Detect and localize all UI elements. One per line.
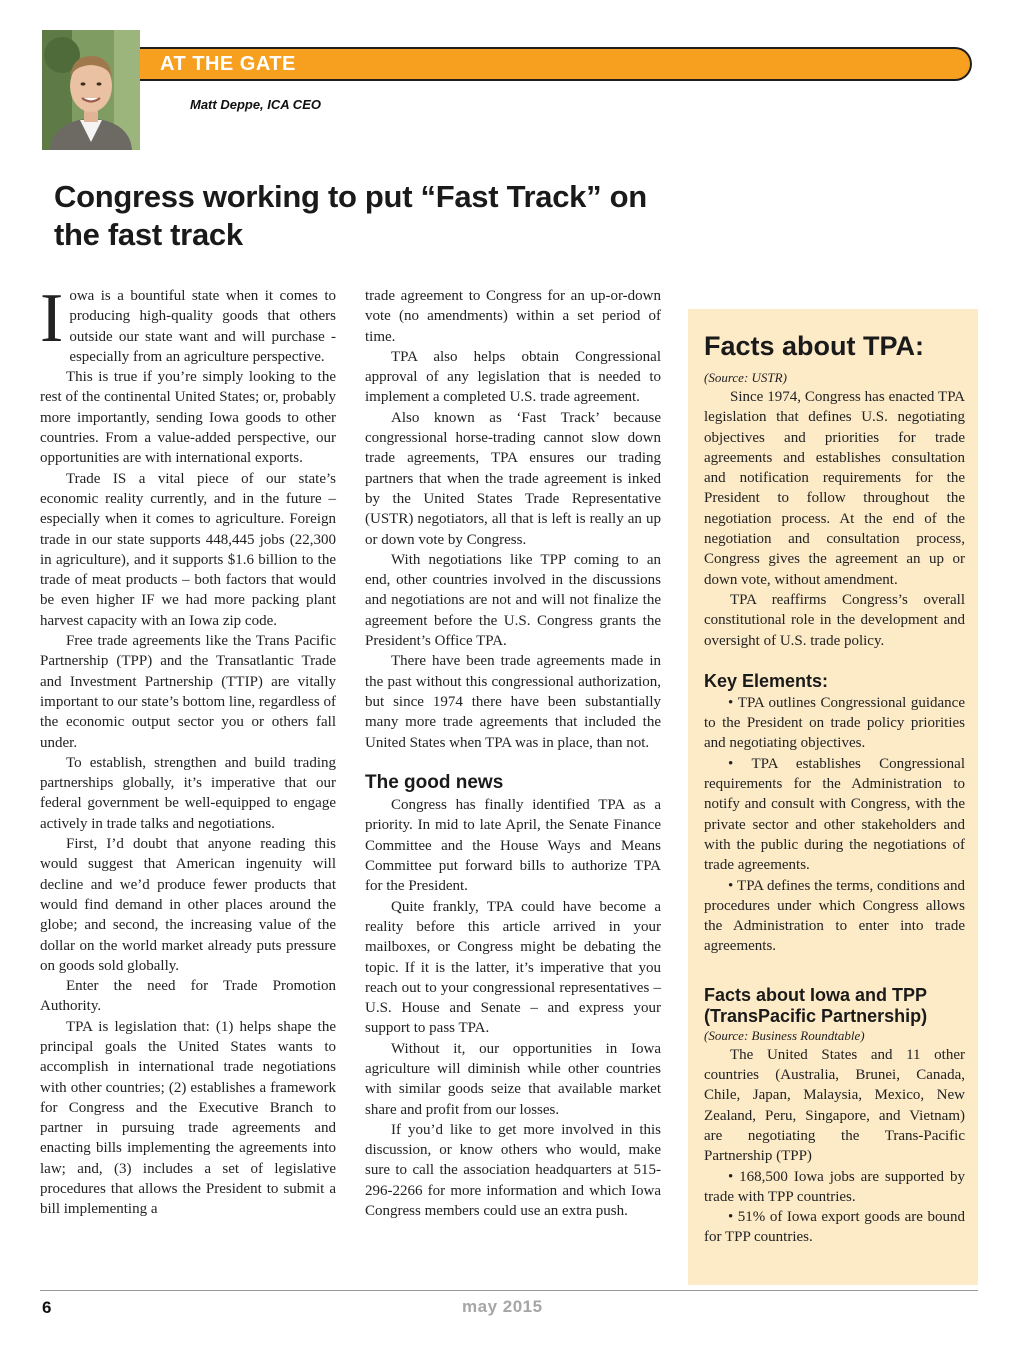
article-paragraph: Congress has finally identified TPA as a priority. In mid to late April, the Senate Finance Committee and the House Ways and Means Committee put forward bills to authorize TPA for the President.	[365, 797, 661, 895]
issue-date: may 2015	[462, 1297, 543, 1316]
article-paragraph: trade agreement to Congress for an up-or-down vote (no amendments) within a set period of time.	[365, 288, 661, 345]
article-paragraph: There have been trade agreements made in the past without this congressional authorization, but since 1974 there have been substantially many more trade agreements that included the United States when TPA was in place, than not.	[365, 653, 661, 751]
article-paragraph: Enter the need for Trade Promotion Authority.	[40, 978, 336, 1015]
iowa-facts-list	[704, 1167, 965, 1248]
section-title: AT THE GATE	[160, 53, 296, 75]
article-paragraph: Also known as ‘Fast Track’ because congressional horse-trading cannot slow down trade agreements, TPA ensures our trading partners that when the trade agreement is inked by the United States Trade Representative (USTR) negotiators, all that is left is really an up or down vote by Congress.	[365, 409, 661, 548]
article-paragraph: With negotiations like TPP coming to an end, other countries involved in the discussions and negotiations are not and will not finalize the agreement before the U.S. Congress grants the President’s Office TPA.	[365, 551, 661, 650]
article-paragraph: Quite frankly, TPA could have become a reality before this article arrived in your mailboxes, or Congress might be debating the topic. If it is the latter, it’s imperative that you reach out to your congressional representatives – U.S. House and Senate – and express your support to pass TPA.	[365, 898, 661, 1037]
byline: Matt Deppe, ICA CEO	[190, 97, 321, 112]
article-paragraph: First, I’d doubt that anyone reading this would suggest that American ingenuity will decline and we’d produce fewer products that would find demand in other places around the globe; and second, the increasing value of the dollar on the world market already puts pressure on goods sold globally.	[40, 836, 336, 974]
article-column-2	[365, 286, 661, 1221]
article-paragraph: Iowa is a bountiful state when it comes to producing high-quality goods that others outside our state want and will purchase - especially from an agriculture perspective.	[40, 280, 336, 365]
article-paragraph: TPA also helps obtain Congressional approval of any legislation that is needed to implement a completed U.S. trade agreement.	[365, 348, 661, 406]
article-paragraph: Free trade agreements like the Trans Pacific Partnership (TPP) and the Transatlantic Trade and Investment Partnership (TTIP) are vitally important to our state’s bottom line, regardless of the economic output sector you or others fall under.	[40, 633, 336, 751]
article-paragraph: Without it, our opportunities in Iowa agriculture will diminish while other countries with similar goods seize that available market share and profit from our losses.	[365, 1040, 661, 1118]
key-elements-heading: Key Elements:	[704, 670, 829, 691]
key-elements-list	[704, 693, 965, 957]
sidebar-title: Facts about TPA:	[704, 331, 925, 361]
list-item: • 51% of Iowa export goods are bound for TPP countries.	[704, 1207, 965, 1248]
facts-sidebar	[688, 309, 978, 1285]
list-item: • TPA defines the terms, conditions and procedures under which Congress allows the Administration to enter into trade agreements.	[704, 876, 965, 957]
article-paragraph: If you’d like to get more involved in this discussion, or know others who would, make sure to call the association headquarters at 515-296-2266 for more information and which Iowa Congress members could use an extra push.	[365, 1121, 661, 1220]
author-photo	[42, 30, 140, 150]
article-paragraph: Trade IS a vital piece of our state’s economic reality currently, and in the future – especially when it comes to agriculture. Foreign trade in our state supports 448,445 jobs (22,300 in agriculture), and it supports $1.6 billion to the trade of meat products – both factors that would be even higher IF we had more packing plant harvest capacity with an Iowa zip code.	[40, 470, 336, 629]
iowa-tpp-heading: Facts about Iowa and TPP (TransPacific Partnership)	[704, 984, 928, 1026]
sidebar-paragraph: Since 1974, Congress has enacted TPA legislation that defines U.S. negotiating objectives and priorities for trade agreements and establishes consultation and notification requirements for the President to follow throughout the negotiation process. At the end of the negotiation and consultation process, Congress gives the agreement an up or down vote, without amendment.	[704, 389, 965, 588]
section-banner	[140, 47, 972, 81]
list-item: • 168,500 Iowa jobs are supported by trade with TPP countries.	[704, 1167, 965, 1208]
drop-cap: I	[40, 280, 64, 357]
sidebar-paragraph: The United States and 11 other countries (Australia, Brunei, Canada, Chile, Japan, Malaysia, Mexico, New Zealand, Peru, Singapore, and Vietnam) are negotiating the Trans-Pacific Partnership (TPP)	[704, 1046, 965, 1165]
article-paragraph: To establish, strengthen and build trading partnerships globally, it’s imperative that our federal government be well-equipped to engage actively in trade talks and negotiations.	[40, 754, 336, 832]
list-item: • TPA establishes Congressional requirements for the Administration to notify and consult with Congress, with the private sector and other stakeholders and with the public during the negotiations of trade agreements.	[704, 754, 965, 876]
article-column-1	[40, 280, 336, 1220]
author-portrait-illustration	[42, 30, 140, 150]
article-paragraph: This is true if you’re simply looking to the rest of the continental United States; or, probably more importantly, sending Iowa goods to other countries. From a value-added perspective, our opportunities are with international exports.	[40, 369, 336, 467]
footer-rule	[40, 1290, 978, 1291]
article-paragraph: TPA is legislation that: (1) helps shape the principal goals the United States wants to accomplish in international trade negotiations with other countries; (2) establishes a framework for Congress and the Executive Branch to partner in pursuing trade agreements and enacting bills implementing the agreements into law; and, (3) includes a set of legislative procedures that allows the President to submit a bill implementing a	[40, 1018, 336, 1218]
sidebar-paragraph: TPA reaffirms Congress’s overall constitutional role in the development and oversight of U.S. trade policy.	[704, 591, 965, 649]
list-item: • TPA outlines Congressional guidance to the President on trade policy priorities and negotiating objectives.	[704, 693, 965, 754]
headline: Congress working to put “Fast Track” on the fast track	[54, 179, 647, 252]
source-note: (Source: USTR)	[704, 370, 787, 385]
source-note: (Source: Business Roundtable)	[704, 1027, 865, 1043]
good-news-heading: The good news	[365, 771, 504, 793]
page-number: 6	[42, 1298, 52, 1317]
